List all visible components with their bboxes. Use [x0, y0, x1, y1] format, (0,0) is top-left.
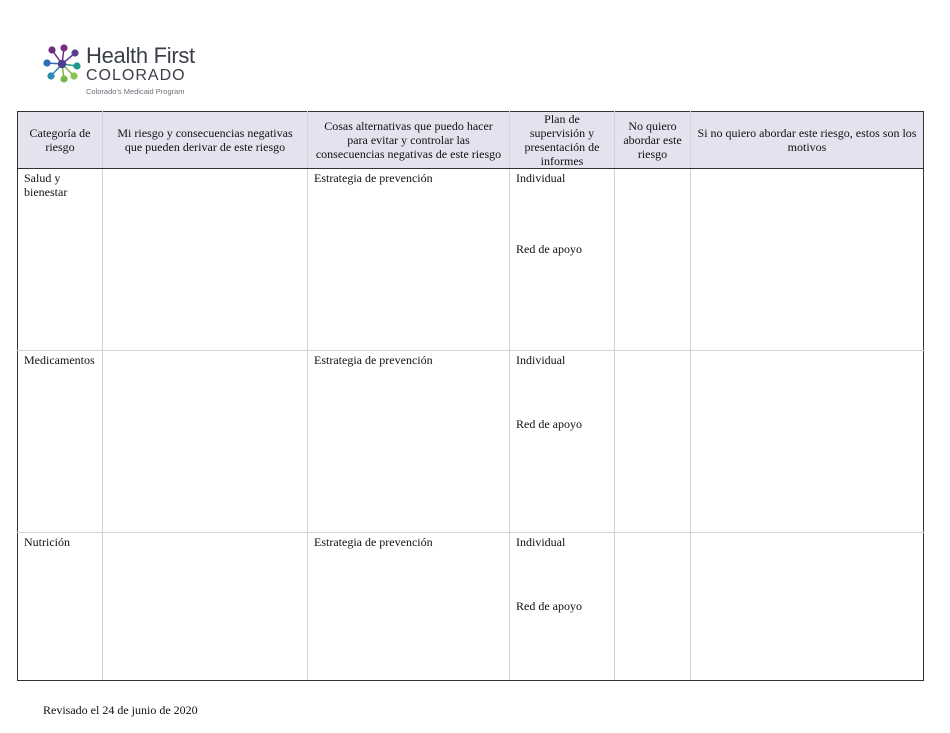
header-risk-category: Categoría de riesgo: [18, 112, 103, 169]
table-row: [18, 533, 924, 681]
supervision-plan-cell[interactable]: [510, 169, 615, 351]
strategy-label: Estrategia de prevención: [314, 535, 433, 549]
do-not-address-cell[interactable]: [615, 533, 691, 681]
reasons-cell[interactable]: [691, 169, 924, 351]
plan-individual-label: Individual: [516, 171, 566, 185]
header-reasons: Si no quiero abordar este riesgo, estos son los motivos: [691, 112, 924, 169]
reasons-cell[interactable]: [691, 533, 924, 681]
logo-wordmark: [86, 44, 195, 98]
plan-individual-label: Individual: [516, 353, 566, 367]
strategy-cell[interactable]: [308, 351, 510, 533]
table-row: [18, 169, 924, 351]
supervision-plan-cell[interactable]: [510, 351, 615, 533]
plan-individual-label: Individual: [516, 535, 566, 549]
header-do-not-address: No quiero abordar este riesgo: [615, 112, 691, 169]
risk-plan-table: [17, 111, 924, 681]
plan-support-network-label: Red de apoyo: [516, 242, 582, 256]
consequences-cell[interactable]: [103, 169, 308, 351]
logo-flower-icon: [42, 44, 82, 84]
header-alternatives: Cosas alternativas que puedo hacer para evitar y controlar las consecuencias negativas de este riesgo: [308, 112, 510, 169]
consequences-cell[interactable]: [103, 351, 308, 533]
health-first-colorado-logo: [42, 44, 202, 98]
header-risk-consequences: Mi riesgo y consecuencias negativas que pueden derivar de este riesgo: [103, 112, 308, 169]
logo-subtitle: COLORADO: [86, 67, 186, 84]
header-supervision-plan: Plan de supervisión y presentación de informes: [510, 112, 615, 169]
consequences-cell[interactable]: [103, 533, 308, 681]
reasons-cell[interactable]: [691, 351, 924, 533]
do-not-address-cell[interactable]: [615, 169, 691, 351]
logo-title: Health First: [86, 43, 195, 68]
strategy-cell[interactable]: [308, 169, 510, 351]
logo-tagline: Colorado's Medicaid Program: [86, 87, 185, 96]
strategy-cell[interactable]: [308, 533, 510, 681]
plan-support-network-label: Red de apoyo: [516, 417, 582, 431]
do-not-address-cell[interactable]: [615, 351, 691, 533]
revision-date: Revisado el 24 de junio de 2020: [43, 703, 198, 717]
category-cell: Medicamentos: [18, 351, 103, 533]
category-cell: Salud y bienestar: [18, 169, 103, 351]
supervision-plan-cell[interactable]: [510, 533, 615, 681]
category-cell: Nutrición: [18, 533, 103, 681]
strategy-label: Estrategia de prevención: [314, 171, 433, 185]
strategy-label: Estrategia de prevención: [314, 353, 433, 367]
table-row: [18, 351, 924, 533]
plan-support-network-label: Red de apoyo: [516, 599, 582, 613]
table-header-row: [18, 112, 924, 169]
